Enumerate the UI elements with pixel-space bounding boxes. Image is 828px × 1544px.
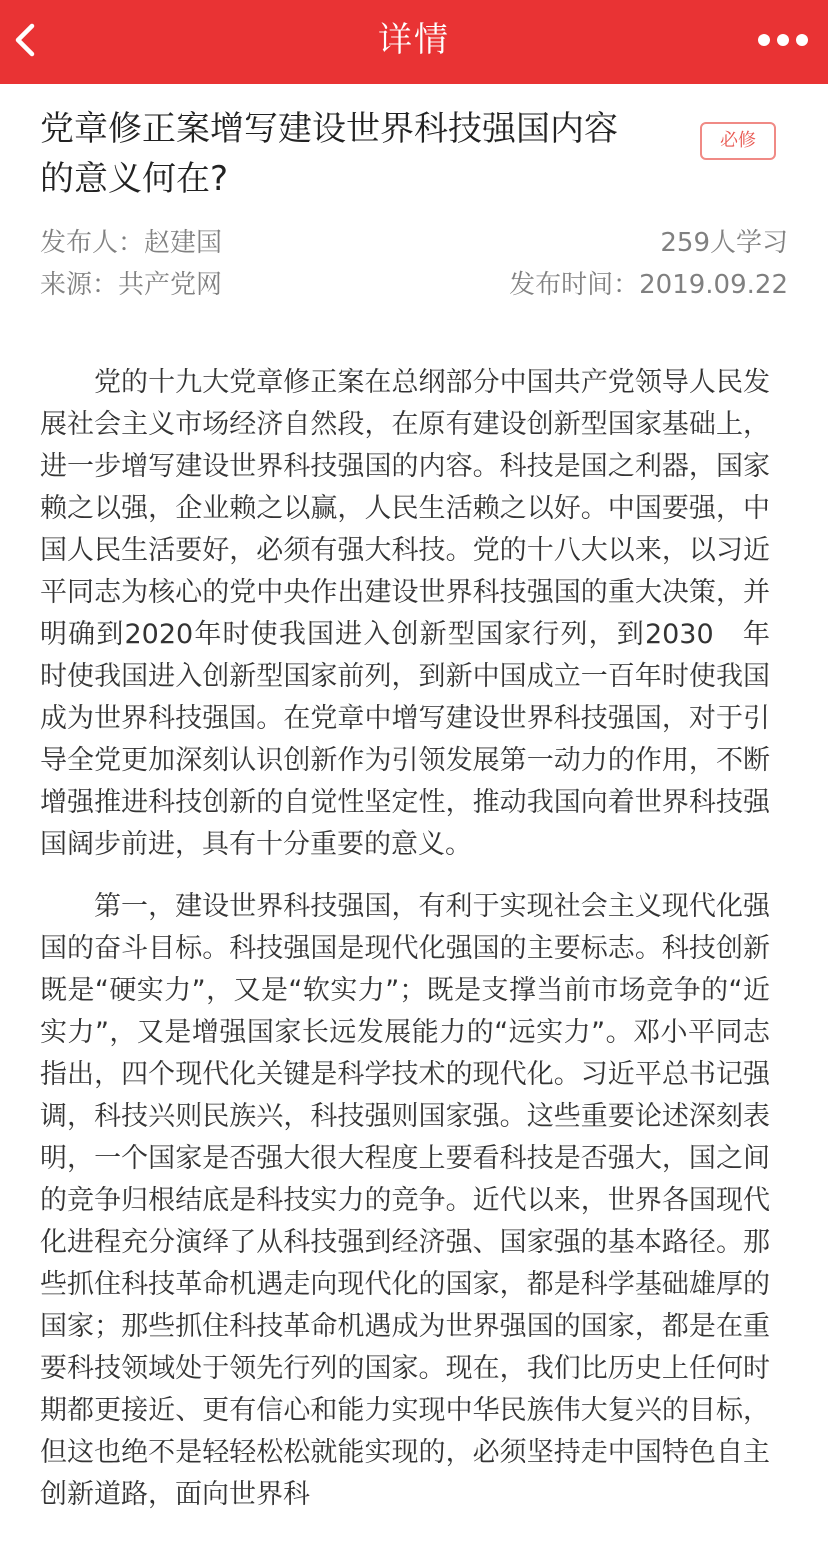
meta-row-2 — [40, 264, 788, 304]
publish-time: 发布时间：2019.09.22 — [509, 270, 788, 300]
source: 来源：共产党网 — [40, 270, 223, 300]
article-paragraph: 第一，建设世界科技强国，有利于实现社会主义现代化强国的奋斗目标。科技强国是现代化强国的主要标志。科技创新既是“硬实力”，又是“软实力”；既是支撑当前市场竞争的“近实力”，又是增强国家长远发展能力的“远实力”。邓小平同志指出，四个现代化关键是科学技术的现代化。习近平总书记强调，科技兴则民族兴，科技强则国家强。这些重要论述深刻表明，一个国家是否强大很大程度上要看科技是否强大，国之间的竞争归根结底是科技实力的竞争。近代以来，世界各国现代化进程充分演绎了从科技强到经济强、国家强的基本路径。那些抓住科技革命机遇走向现代化的国家，都是科学基础雄厚的国家；那些抓住科技革命机遇成为世界强国的国家，都是在重要科技领域处于领先行列的国家。现在，我们比历史上任何时期都更接近、更有信心和能力实现中华民族伟大复兴的目标，但这也绝不是轻轻松松就能实现的，必须坚持走中国特色自主创新道路，面向世界科 — [40, 891, 770, 1510]
learner-count: 259人学习 — [660, 228, 788, 258]
article-header — [40, 104, 790, 204]
more-button[interactable] — [756, 22, 810, 58]
article-body — [40, 362, 770, 1536]
nav-title: 详情 — [378, 20, 450, 60]
publisher: 发布人：赵建国 — [40, 228, 223, 258]
more-dots-icon — [756, 22, 810, 58]
required-badge: 必修 — [700, 122, 776, 160]
meta-row-1 — [40, 222, 788, 262]
article-title: 党章修正案增写建设世界科技强国内容的意义何在? — [40, 109, 618, 199]
top-nav-bar — [0, 0, 828, 84]
article-paragraph: 党的十九大党章修正案在总纲部分中国共产党领导人民发展社会主义市场经济自然段，在原有建设创新型国家基础上，进一步增写建设世界科技强国的内容。科技是国之利器，国家赖之以强，企业赖之以赢，人民生活赖之以好。中国要强，中国人民生活要好，必须有强大科技。党的十八大以来，以习近平同志为核心的党中央作出建设世界科技强国的重大决策，并明确到2020年时使我国进入创新型国家行列，到2030 年时使我国进入创新型国家前列，到新中国成立一百年时使我国成为世界科技强国。在党章中增写建设世界科技强国，对于引导全党更加深刻认识创新作为引领发展第一动力的作用，不断增强推进科技创新的自觉性坚定性，推动我国向着世界科技强国阔步前进，具有十分重要的意义。 — [40, 367, 770, 860]
